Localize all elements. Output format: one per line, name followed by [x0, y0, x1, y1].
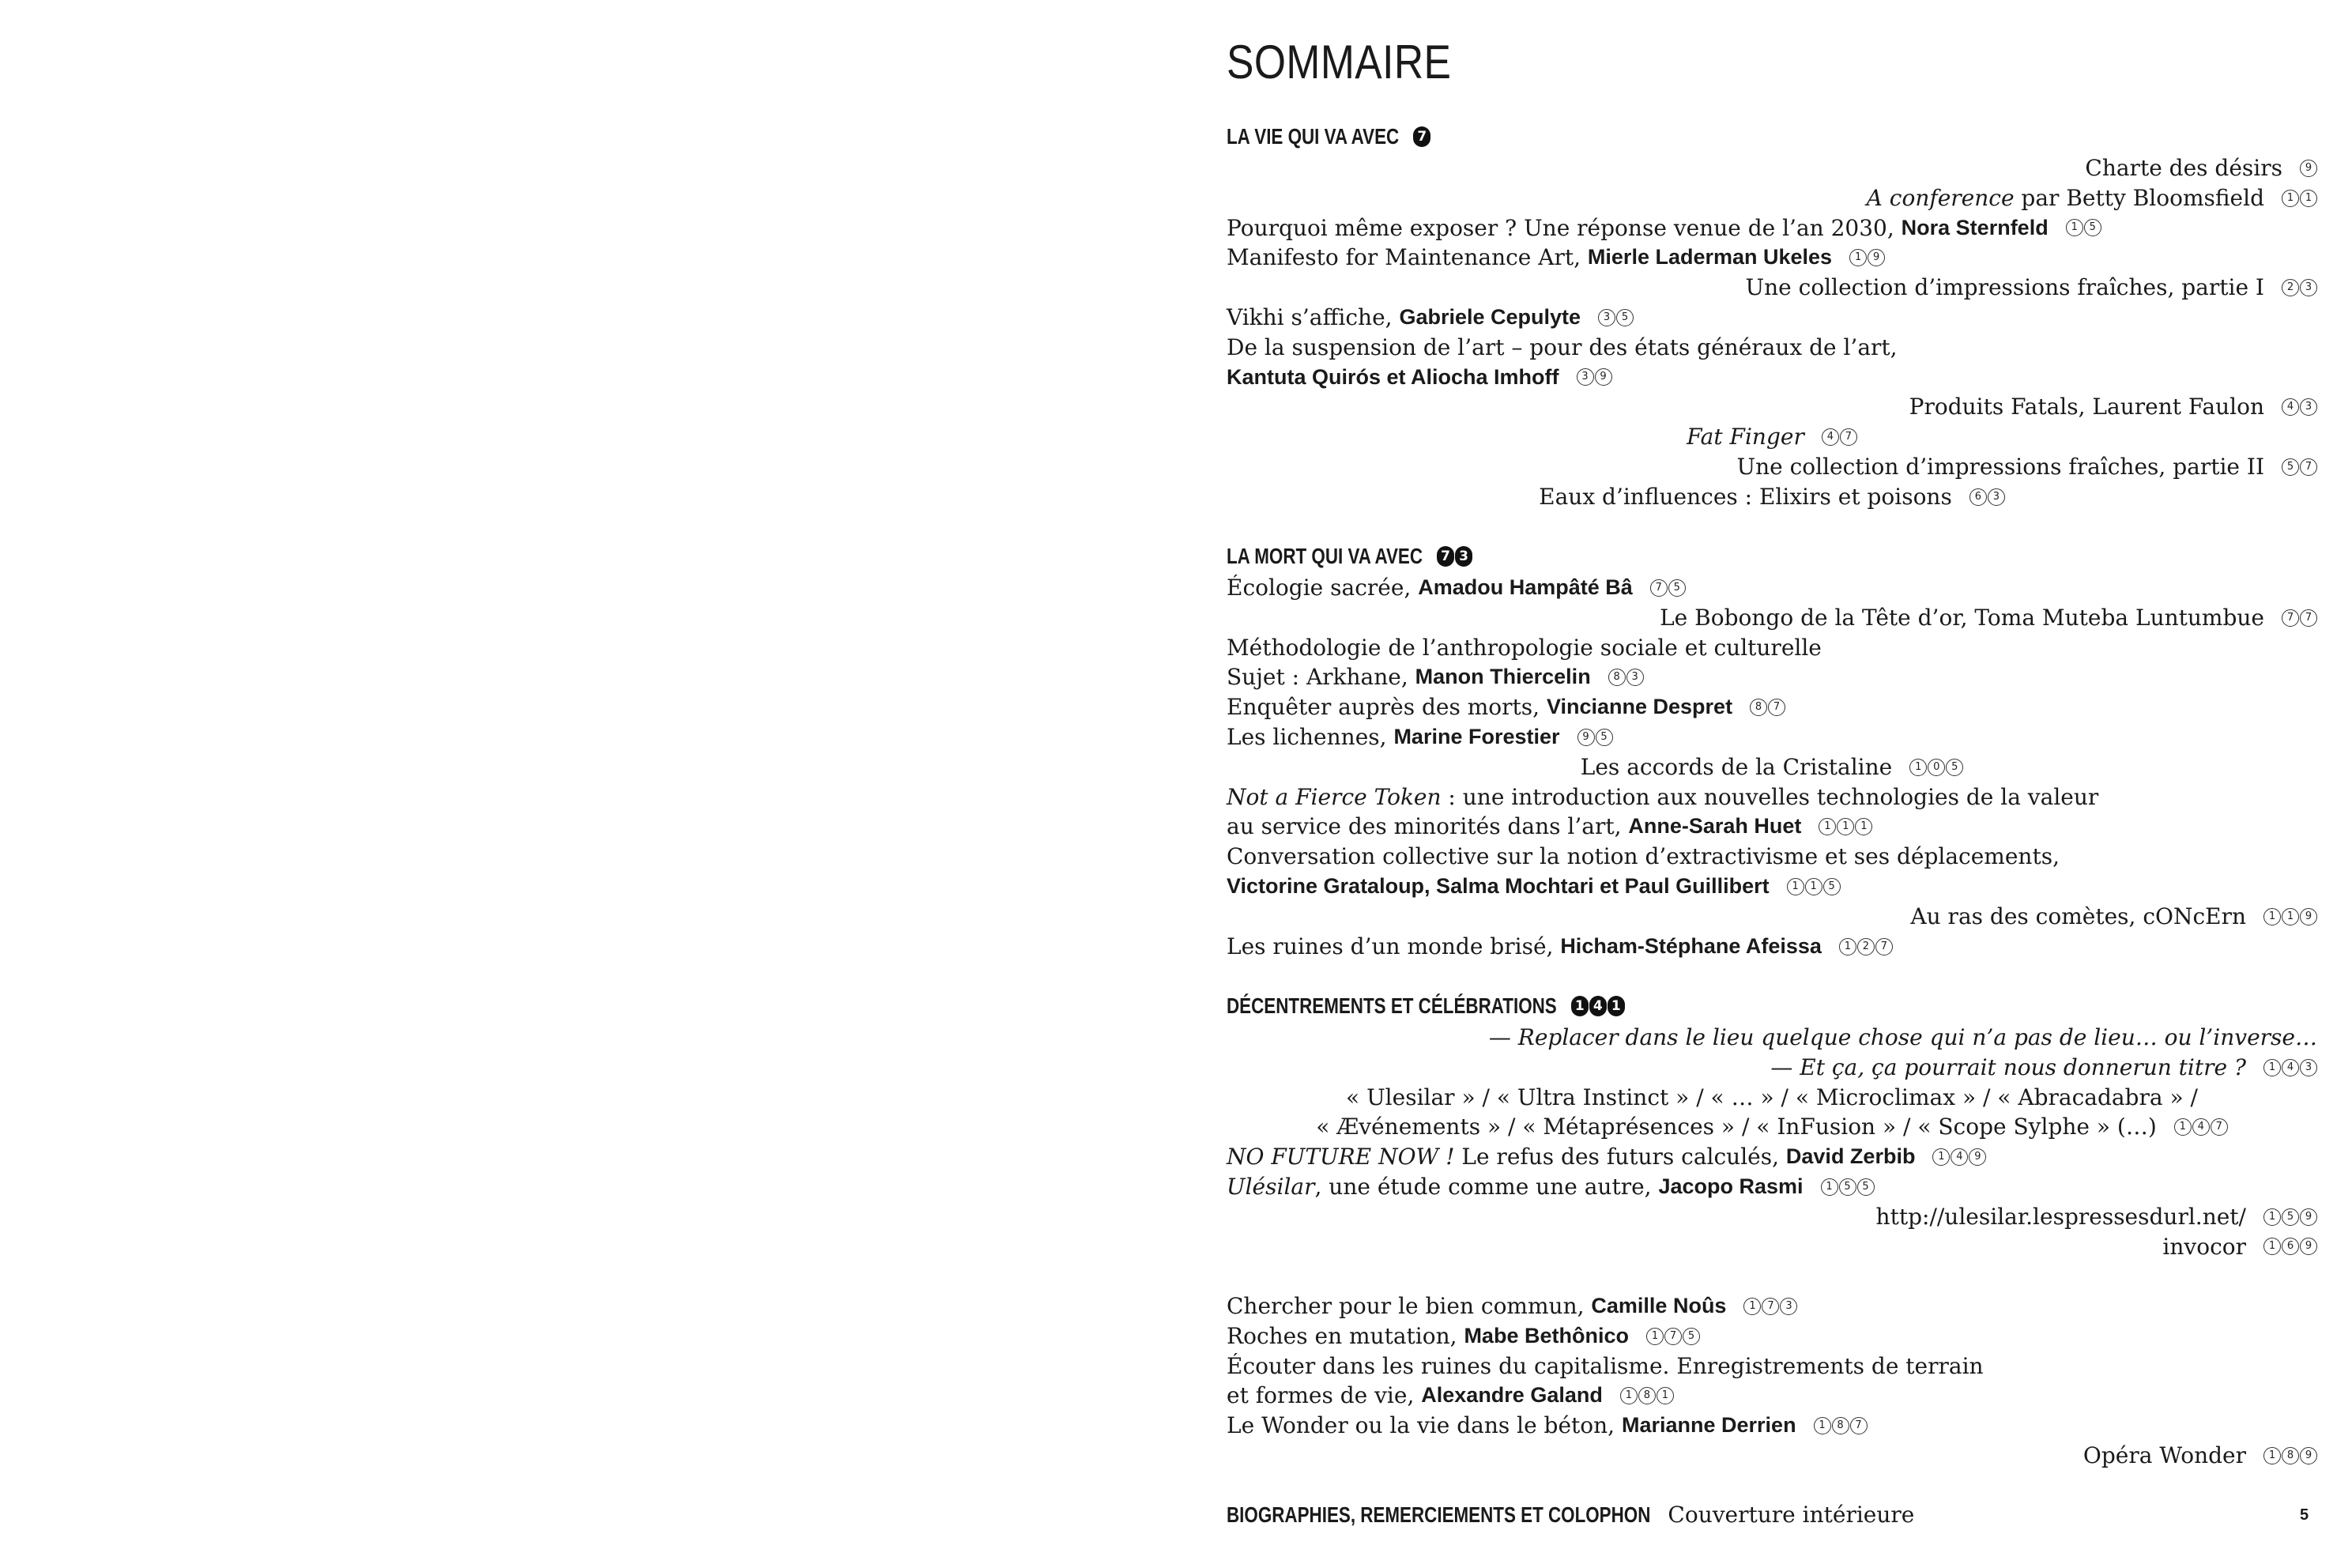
- entry-page-number: [1577, 368, 1612, 386]
- page-number-digit: 5: [2282, 1208, 2299, 1226]
- entry-author: Gabriele Cepulyte: [1399, 304, 1581, 329]
- toc-entry: [1227, 1321, 2317, 1351]
- page-number-digit: 1: [1571, 996, 1589, 1016]
- entry-title: Les accords de la Cristaline: [1580, 753, 1893, 780]
- page-number-digit: 1: [1821, 1178, 1838, 1196]
- entry-title: « Ulesilar » / « Ultra Instinct » / « … » / « Microclimax » / « Abracadabra » /: [1346, 1084, 2198, 1110]
- entry-author: Marine Forestier: [1393, 725, 1560, 749]
- page-number-digit: 9: [1577, 729, 1595, 746]
- page-number-digit: 3: [1598, 309, 1615, 326]
- page-number-digit: 8: [2282, 1447, 2299, 1464]
- page-number-digit: 1: [2066, 219, 2083, 236]
- entry-title: Écologie sacrée,: [1227, 575, 1419, 601]
- toc-entry: [1227, 1053, 2317, 1083]
- toc-entry: [1227, 303, 2317, 333]
- toc-section: [1227, 541, 2317, 961]
- toc-entry: [1227, 1142, 2317, 1172]
- page-number-digit: 5: [1596, 729, 1613, 746]
- page-number-digit: 9: [2300, 160, 2317, 177]
- entry-title: De la suspension de l’art – pour des états généraux de l’art,: [1227, 334, 1898, 360]
- entry-page-number: [1620, 1387, 1674, 1404]
- entry-title: Enquêter auprès des morts,: [1227, 694, 1547, 721]
- page-number-digit: 1: [2263, 1208, 2281, 1226]
- entry-title: Vikhi s’affiche,: [1227, 303, 1400, 330]
- section-heading: [1227, 991, 2317, 1021]
- entry-page-number: [1787, 878, 1841, 895]
- toc-section: [1227, 991, 2317, 1471]
- page-number-digit: 6: [2282, 1238, 2299, 1255]
- toc-entry: [1227, 392, 2317, 422]
- entry-title: Les lichennes,: [1227, 724, 1394, 751]
- page-number-digit: 8: [1750, 699, 1767, 716]
- section-page-badge: [1413, 126, 1430, 147]
- entry-italic-title: NO FUTURE NOW !: [1227, 1144, 1455, 1170]
- entry-title: Chercher pour le bien commun,: [1227, 1293, 1592, 1320]
- page-number-digit: 5: [1616, 309, 1634, 326]
- entry-italic-title: Fat Finger: [1687, 424, 1804, 450]
- toc-entry: [1227, 1351, 2317, 1381]
- entry-author: Camille Noûs: [1591, 1294, 1727, 1318]
- page-number: 5: [2300, 1506, 2309, 1524]
- page-number-digit: 9: [1868, 249, 1885, 266]
- entry-author: Amadou Hampâté Bâ: [1418, 575, 1633, 600]
- page-number-digit: 7: [1413, 126, 1430, 147]
- entry-author: Hicham-Stéphane Afeissa: [1560, 933, 1822, 958]
- page-number-digit: 4: [2282, 1059, 2299, 1076]
- page-number-digit: 1: [1608, 996, 1625, 1016]
- toc-entry: [1227, 902, 2317, 932]
- toc-section: [1227, 122, 2317, 512]
- page-number-digit: 1: [1646, 1328, 1664, 1345]
- page-number-digit: 5: [2282, 458, 2299, 476]
- entry-title: : une introduction aux nouvelles technologies de la valeur: [1441, 783, 2099, 810]
- page-number-digit: 9: [2300, 1238, 2317, 1255]
- page-number-digit: 1: [1787, 878, 1804, 895]
- page-number-digit: 2: [2282, 279, 2299, 296]
- toc-entry: [1227, 422, 2317, 452]
- page-number-digit: 1: [1932, 1148, 1950, 1166]
- page-number-digit: 5: [1857, 1178, 1875, 1196]
- page-number-digit: 4: [2192, 1118, 2210, 1136]
- entry-title: et formes de vie,: [1227, 1382, 1422, 1409]
- entry-title: Le Bobongo de la Tête d’or, Toma Muteba Luntumbue: [1660, 604, 2264, 631]
- toc-entry: [1227, 1023, 2317, 1053]
- entry-author: Alexandre Galand: [1421, 1383, 1603, 1408]
- page-number-digit: 5: [1823, 878, 1841, 895]
- page-number-digit: 5: [1946, 759, 1963, 776]
- entry-page-number: [2263, 1447, 2317, 1464]
- entry-page-number: [2263, 1059, 2317, 1076]
- toc-entry: [1227, 1112, 2317, 1142]
- page-number-digit: 1: [2174, 1118, 2192, 1136]
- page-number-digit: 3: [2300, 279, 2317, 296]
- entry-page-number: [1932, 1148, 1986, 1166]
- toc-entry: [1227, 243, 2317, 273]
- entry-author: Manon Thiercelin: [1415, 665, 1591, 689]
- toc-entry: [1227, 1172, 2317, 1202]
- entry-title: Charte des désirs: [2085, 155, 2282, 181]
- page-number-digit: 4: [2282, 398, 2299, 416]
- section-heading-label: DÉCENTREMENTS ET CÉLÉBRATIONS: [1227, 993, 1557, 1018]
- toc-entry: [1227, 452, 2317, 482]
- entry-title: Une collection d’impressions fraîches, partie II: [1736, 453, 2264, 480]
- page-number-digit: 7: [1840, 428, 1857, 446]
- page-number-digit: 7: [1762, 1298, 1779, 1315]
- page-number-digit: 7: [1768, 699, 1785, 716]
- page-number-digit: 1: [1819, 818, 1836, 835]
- page-number-digit: 1: [1909, 759, 1927, 776]
- toc-entry: [1227, 662, 2317, 692]
- entry-page-number: [1814, 1417, 1868, 1434]
- entry-author: Marianne Derrien: [1621, 1413, 1796, 1438]
- toc-entry: [1227, 1083, 2317, 1113]
- page-number-digit: 1: [2263, 1238, 2281, 1255]
- entry-author: Anne-Sarah Huet: [1628, 814, 1802, 839]
- entry-title: Au ras des comètes, cONcErn: [1910, 903, 2246, 929]
- page-number-digit: 3: [1577, 368, 1594, 386]
- entry-title: Le refus des futurs calculés,: [1454, 1144, 1786, 1170]
- entry-page-number: [1839, 938, 1893, 956]
- toc-sections: [1227, 122, 2317, 1471]
- toc-entry: [1227, 1411, 2317, 1441]
- entry-italic-title: Ulésilar: [1227, 1173, 1315, 1200]
- page-number-digit: 4: [1822, 428, 1839, 446]
- entry-page-number: [2282, 190, 2317, 207]
- entry-italic-title: — Replacer dans le lieu quelque chose qui n’a pas de lieu… ou l’inverse…: [1488, 1023, 2317, 1050]
- page-number-digit: 5: [2084, 219, 2101, 236]
- entry-page-number: [2263, 1208, 2317, 1226]
- entry-page-number: [1822, 428, 1857, 446]
- table-of-contents: [1227, 32, 2317, 1532]
- entry-author: Mierle Laderman Ukeles: [1587, 245, 1833, 270]
- page-number-digit: 7: [2300, 458, 2317, 476]
- page-number-digit: 9: [1969, 1148, 1986, 1166]
- page-number-digit: 7: [1850, 1417, 1868, 1434]
- section-heading: [1227, 541, 2317, 571]
- page-number-digit: 8: [1638, 1387, 1656, 1404]
- page-number-digit: 3: [1455, 546, 1472, 567]
- entry-page-number: [1598, 309, 1634, 326]
- final-section-heading: [1227, 1500, 2317, 1530]
- toc-entry: [1227, 1202, 2317, 1232]
- page-number-digit: 9: [2300, 1208, 2317, 1226]
- entry-page-number: [2282, 398, 2317, 416]
- page-number-digit: 7: [2282, 609, 2299, 627]
- toc-entry: [1227, 752, 2317, 782]
- section-heading-label: LA VIE QUI VA AVEC: [1227, 124, 1400, 149]
- page-number-digit: 1: [1743, 1298, 1761, 1315]
- toc-entry: [1227, 722, 2317, 752]
- page-number-digit: 7: [1650, 579, 1668, 597]
- entry-author: Vincianne Despret: [1546, 695, 1733, 719]
- page-number-digit: 1: [1837, 818, 1854, 835]
- page-number-digit: 1: [2263, 1447, 2281, 1464]
- page-number-digit: 1: [2263, 908, 2281, 925]
- page-number-digit: 5: [1668, 579, 1686, 597]
- page-number-digit: 1: [1805, 878, 1822, 895]
- toc-entry: [1227, 1291, 2317, 1321]
- page-number-digit: 4: [1589, 996, 1607, 1016]
- section-page-badge: [1437, 546, 1472, 567]
- entry-title: Eaux d’influences : Elixirs et poisons: [1539, 483, 1952, 510]
- entry-page-number: [1608, 669, 1644, 686]
- page-number-digit: 1: [2282, 908, 2299, 925]
- toc-entry: [1227, 213, 2317, 243]
- toc-entry: [1227, 812, 2317, 842]
- entry-title: au service des minorités dans l’art,: [1227, 813, 1629, 840]
- final-heading-text: Couverture intérieure: [1668, 1502, 1915, 1528]
- entry-title: Produits Fatals, Laurent Faulon: [1909, 394, 2264, 420]
- entry-page-number: [1577, 729, 1613, 746]
- entry-title: , une étude comme une autre,: [1314, 1173, 1659, 1200]
- page-title: SOMMAIRE: [1227, 36, 1452, 89]
- entry-page-number: [1849, 249, 1885, 266]
- entry-title: Roches en mutation,: [1227, 1322, 1464, 1349]
- page-number-digit: 1: [1855, 818, 1872, 835]
- page-number-digit: 1: [1620, 1387, 1638, 1404]
- page-number-digit: 3: [1780, 1298, 1797, 1315]
- entry-page-number: [1821, 1178, 1875, 1196]
- entry-italic-title: A conference: [1866, 184, 2015, 211]
- page-number-digit: 2: [1857, 938, 1875, 956]
- entry-page-number: [2282, 279, 2317, 296]
- toc-entry: [1227, 692, 2317, 722]
- entry-page-number: [2263, 908, 2317, 925]
- toc-entry: [1227, 872, 2317, 902]
- page-number-digit: 9: [2300, 908, 2317, 925]
- page-number-digit: 4: [1951, 1148, 1968, 1166]
- entry-title: Opéra Wonder: [2082, 1442, 2246, 1469]
- toc-entry: [1227, 842, 2317, 872]
- toc-entry: [1227, 932, 2317, 962]
- entry-page-number: [1750, 699, 1785, 716]
- entry-title: Sujet : Arkhane,: [1227, 664, 1415, 691]
- toc-entry: [1227, 183, 2317, 213]
- toc-entry: [1227, 333, 2317, 363]
- entry-page-number: [1819, 818, 1872, 835]
- toc-entry: [1227, 1381, 2317, 1411]
- entry-author: Kantuta Quirós et Aliocha Imhoff: [1227, 364, 1559, 389]
- entry-page-number: [2282, 609, 2317, 627]
- entry-page-number: [1969, 488, 2005, 506]
- page-number-digit: 9: [1595, 368, 1612, 386]
- page-number-digit: 6: [1969, 488, 1987, 506]
- page-number-digit: 1: [2263, 1059, 2281, 1076]
- toc-entry: [1227, 273, 2317, 303]
- page-number-digit: 1: [2300, 190, 2317, 207]
- page-number-digit: 3: [1626, 669, 1644, 686]
- page-number-digit: 1: [1814, 1417, 1831, 1434]
- entry-title: Le Wonder ou la vie dans le béton,: [1227, 1412, 1622, 1439]
- page-number-digit: 1: [1657, 1387, 1674, 1404]
- page-number-digit: 5: [1683, 1328, 1700, 1345]
- entry-title: Écouter dans les ruines du capitalisme. Enregistrements de terrain: [1227, 1352, 1984, 1379]
- page-number-digit: 7: [2300, 609, 2317, 627]
- toc-entry: [1227, 1261, 2317, 1291]
- entry-author: Mabe Bethônico: [1464, 1323, 1629, 1348]
- page-number-digit: 3: [2300, 398, 2317, 416]
- entry-page-number: [2066, 219, 2101, 236]
- entry-page-number: [2282, 458, 2317, 476]
- entry-page-number: [2263, 1238, 2317, 1255]
- entry-title: Méthodologie de l’anthropologie sociale et culturelle: [1227, 634, 1822, 661]
- entry-page-number: [1650, 579, 1686, 597]
- entry-title: « Ævénements » / « Métaprésences » / « InFusion » / « Scope Sylphe » (…): [1316, 1114, 2157, 1140]
- toc-entry: [1227, 1441, 2317, 1471]
- page-number-digit: 7: [1875, 938, 1893, 956]
- page-number-digit: 1: [1849, 249, 1867, 266]
- toc-entry: [1227, 363, 2317, 393]
- final-heading-label: BIOGRAPHIES, REMERCIEMENTS ET COLOPHON: [1227, 1502, 1651, 1528]
- entry-author: Nora Sternfeld: [1901, 215, 2049, 239]
- entry-page-number: [1646, 1328, 1700, 1345]
- page-number-digit: 3: [2300, 1059, 2317, 1076]
- entry-author: David Zerbib: [1785, 1144, 1916, 1169]
- toc-entry: [1227, 782, 2317, 812]
- entry-page-number: [2300, 160, 2317, 177]
- page-number-digit: 1: [1839, 938, 1856, 956]
- entry-italic-title: Not a Fierce Token: [1227, 783, 1442, 810]
- toc-entry: [1227, 482, 2317, 512]
- entry-page-number: [1909, 759, 1963, 776]
- entry-title: Les ruines d’un monde brisé,: [1227, 933, 1561, 959]
- page-number-digit: 7: [1437, 546, 1454, 567]
- section-heading-label: LA MORT QUI VA AVEC: [1227, 544, 1423, 569]
- page-number-digit: 8: [1608, 669, 1626, 686]
- entry-title: Manifesto for Maintenance Art,: [1227, 244, 1588, 271]
- toc-entry: [1227, 603, 2317, 633]
- page-number-digit: 7: [2211, 1118, 2228, 1136]
- entry-title: par Betty Bloomsfield: [2014, 184, 2264, 211]
- entry-page-number: [1743, 1298, 1797, 1315]
- page-number-digit: 7: [1664, 1328, 1682, 1345]
- page-number-digit: 9: [2300, 1447, 2317, 1464]
- entry-author: Jacopo Rasmi: [1658, 1174, 1804, 1198]
- page-number-digit: 1: [2282, 190, 2299, 207]
- entry-title: http://ulesilar.lespressesdurl.net/: [1875, 1203, 2246, 1230]
- toc-entry: [1227, 573, 2317, 603]
- page-number-digit: 8: [1832, 1417, 1849, 1434]
- toc-entry: [1227, 633, 2317, 663]
- section-page-badge: [1571, 996, 1625, 1016]
- entry-page-number: [2174, 1118, 2228, 1136]
- page-number-digit: 5: [1839, 1178, 1856, 1196]
- entry-italic-title: — Et ça, ça pourrait nous donnerun titre ?: [1770, 1054, 2246, 1080]
- entry-author: Victorine Grataloup, Salma Mochtari et Paul Guillibert: [1227, 874, 1770, 899]
- entry-title: Conversation collective sur la notion d’extractivisme et ses déplacements,: [1227, 843, 2060, 870]
- page-number-digit: 3: [1988, 488, 2005, 506]
- entry-title: Une collection d’impressions fraîches, partie I: [1745, 274, 2264, 301]
- toc-entry: [1227, 1232, 2317, 1262]
- section-heading: [1227, 122, 2317, 152]
- page-number-digit: 0: [1928, 759, 1945, 776]
- entry-title: Pourquoi même exposer ? Une réponse venue de l’an 2030,: [1227, 214, 1902, 241]
- toc-entry: [1227, 153, 2317, 183]
- entry-title: invocor: [2162, 1233, 2246, 1260]
